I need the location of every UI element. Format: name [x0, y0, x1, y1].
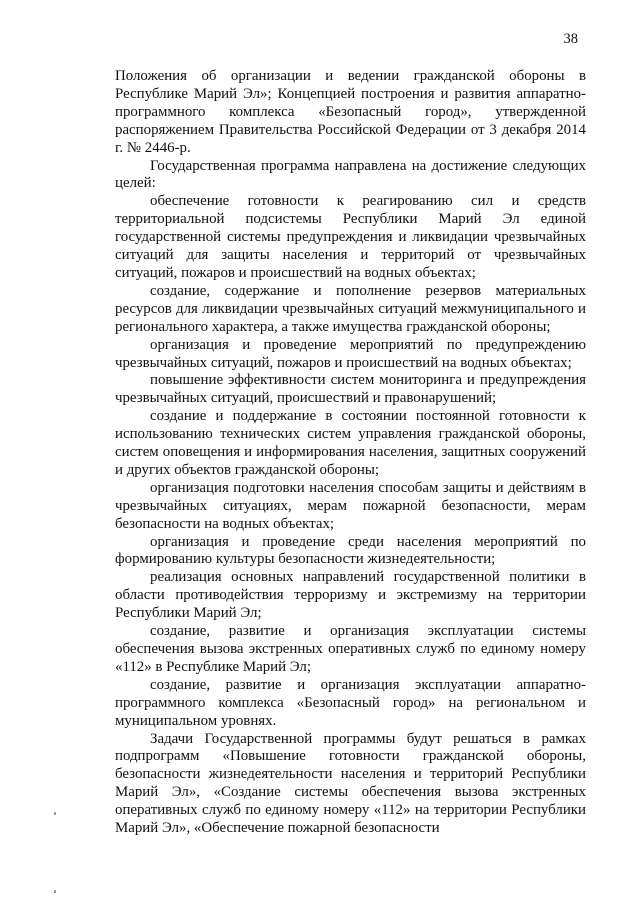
- paragraph-goal-safe-city: создание, развитие и организация эксплуатации аппаратно-программного комплекса «Безопасный город» на региональном и муниципальном уровнях.: [115, 676, 586, 729]
- page-number: 38: [563, 31, 578, 47]
- paragraph-goal-reserves: создание, содержание и пополнение резервов материальных ресурсов для ликвидации чрезвычайных ситуаций межмуниципального и регионального характера, а также имущества гражданской обороны;: [115, 282, 586, 335]
- scan-artifact-mark: [54, 890, 56, 893]
- paragraph-goal-prevention: организация и проведение мероприятий по предупреждению чрезвычайных ситуаций, пожаров и происшествий на водных объектах;: [115, 336, 586, 371]
- paragraph-program-goals-intro: Государственная программа направлена на достижение следующих целей:: [115, 157, 586, 192]
- paragraph-goal-readiness: обеспечение готовности к реагированию сил и средств территориальной подсистемы Республики Марий Эл единой государственной системы предупреждения и ликвидации чрезвычайных ситуаций для защиты населения и территорий от чрезвычайных ситуаций, пожаров и происшествий на водных объектах;: [115, 193, 586, 281]
- paragraph-goal-counter-terrorism: реализация основных направлений государственной политики в области противодействия терроризму и экстремизму на территории Республики Марий Эл;: [115, 569, 586, 622]
- document-body: [115, 68, 586, 838]
- scan-artifact-mark: [54, 812, 56, 815]
- paragraph-program-tasks: Задачи Государственной программы будут решаться в рамках подпрограмм «Повышение готовности гражданской обороны, безопасности жизнедеятельности населения и территорий Республики Марий Эл», «Создание системы обеспечения вызова экстренных оперативных служб по единому номеру «112» на территории Республики Марий Эл», «Обеспечение пожарной безопасности: [115, 730, 586, 837]
- paragraph-goal-training: организация подготовки населения способам защиты и действиям в чрезвычайных ситуациях, мерам пожарной безопасности, мерам безопасности на водных объектах;: [115, 479, 586, 532]
- paragraph-goal-112-system: создание, развитие и организация эксплуатации системы обеспечения вызова экстренных оперативных служб по единому номеру «112» в Республике Марий Эл;: [115, 623, 586, 675]
- paragraph-goal-safety-culture: организация и проведение среди населения мероприятий по формированию культуры безопасности жизнедеятельности;: [115, 533, 586, 568]
- paragraph-goal-monitoring: повышение эффективности систем мониторинга и предупреждения чрезвычайных ситуаций, происшествий и правонарушений;: [115, 372, 586, 407]
- paragraph-goal-technical-systems: создание и поддержание в состоянии постоянной готовности к использованию технических систем управления гражданской обороны, систем оповещения и информирования населения, защитных сооружений и других объектов гражданской обороны;: [115, 408, 586, 478]
- paragraph-continuation: Положения об организации и ведении гражданской обороны в Республике Марий Эл»; Концепцией построения и развития аппаратно-программного комплекса «Безопасный город», утвержденной распоряжением Правительства Российской Федерации от 3 декабря 2014 г. № 2446-р.: [115, 68, 586, 156]
